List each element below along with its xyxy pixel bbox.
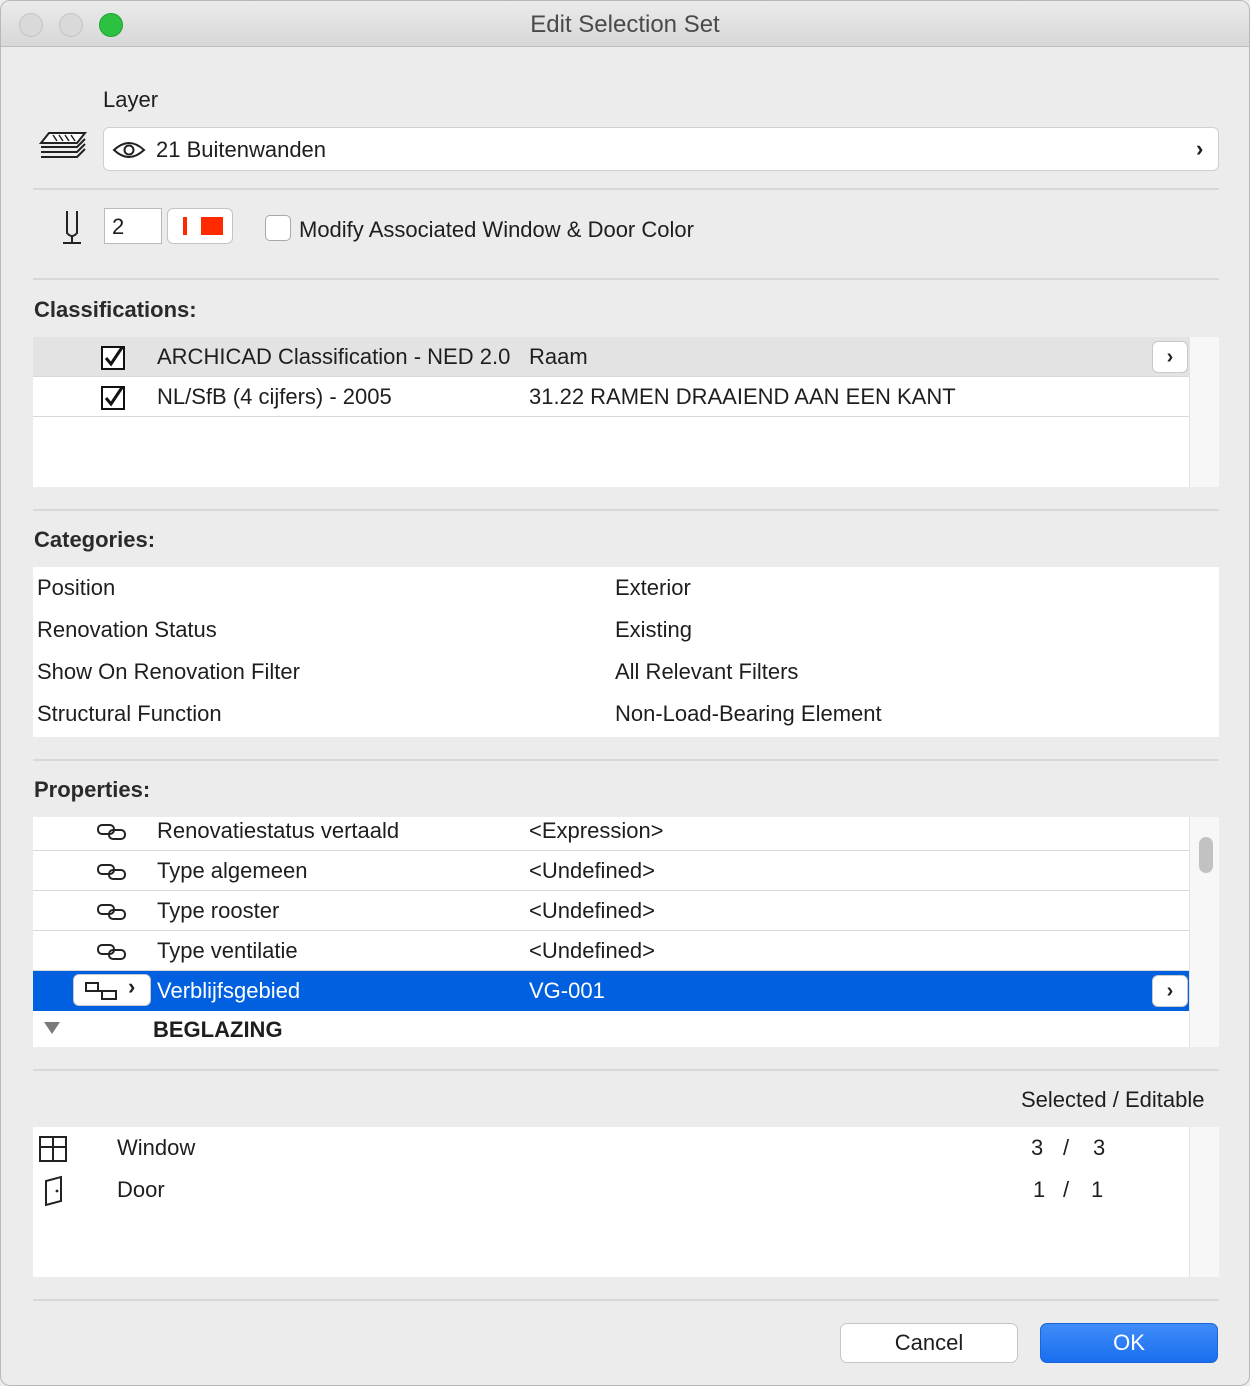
link-icon bbox=[97, 943, 127, 961]
property-row-selected[interactable] bbox=[33, 971, 1189, 1011]
pen-color-swatch bbox=[201, 217, 223, 235]
count-separator: / bbox=[1063, 1177, 1070, 1202]
property-group-name: BEGLAZING bbox=[153, 1017, 283, 1042]
property-name: Type ventilatie bbox=[157, 938, 298, 963]
checked-checkbox-icon[interactable] bbox=[101, 386, 125, 410]
properties-title: Properties: bbox=[34, 777, 151, 802]
classifications-scrollbar[interactable] bbox=[1189, 337, 1219, 487]
chevron-right-icon: › bbox=[1196, 136, 1204, 161]
category-value[interactable]: All Relevant Filters bbox=[615, 659, 799, 684]
categories-title: Categories: bbox=[34, 527, 156, 552]
property-value[interactable]: <Undefined> bbox=[529, 858, 655, 883]
pen-number-field[interactable] bbox=[104, 208, 162, 244]
link-icon bbox=[97, 863, 127, 881]
property-value[interactable]: <Undefined> bbox=[529, 938, 655, 963]
property-name: Verblijfsgebied bbox=[157, 978, 301, 1003]
selection-list bbox=[33, 1127, 1219, 1277]
selected-editable-header: Selected / Editable bbox=[1021, 1087, 1205, 1112]
layer-selector[interactable] bbox=[103, 127, 1219, 171]
property-row[interactable] bbox=[33, 931, 1189, 971]
classification-row[interactable] bbox=[33, 337, 1189, 377]
element-type: Door bbox=[117, 1177, 165, 1202]
divider bbox=[33, 1069, 1219, 1071]
ok-button[interactable]: OK bbox=[1040, 1323, 1218, 1363]
modify-color-checkbox[interactable] bbox=[265, 215, 291, 241]
classification-row[interactable] bbox=[33, 377, 1189, 417]
selection-scrollbar[interactable] bbox=[1189, 1127, 1219, 1277]
property-group-row[interactable] bbox=[33, 1011, 1189, 1047]
category-value[interactable]: Non-Load-Bearing Element bbox=[615, 701, 882, 726]
category-name: Renovation Status bbox=[37, 617, 217, 642]
category-name: Structural Function bbox=[37, 701, 222, 726]
window-icon bbox=[38, 1135, 68, 1163]
classification-system: NL/SfB (4 cijfers) - 2005 bbox=[157, 384, 392, 409]
classifications-title: Classifications: bbox=[34, 297, 197, 322]
properties-scrollbar[interactable] bbox=[1189, 817, 1219, 1047]
pen-weight-swatch bbox=[183, 217, 187, 235]
layer-stack-icon bbox=[35, 129, 89, 161]
divider bbox=[33, 188, 1219, 190]
classification-value: Raam bbox=[529, 344, 588, 369]
property-row[interactable] bbox=[33, 891, 1189, 931]
selected-count: 3 bbox=[1031, 1135, 1044, 1160]
property-chevron-button[interactable]: › bbox=[1152, 975, 1188, 1007]
disclosure-triangle-icon[interactable] bbox=[43, 1021, 61, 1035]
category-value[interactable]: Existing bbox=[615, 617, 693, 642]
eye-icon bbox=[112, 140, 146, 160]
category-name: Show On Renovation Filter bbox=[37, 659, 300, 684]
property-row[interactable] bbox=[33, 817, 1189, 851]
property-value[interactable]: <Undefined> bbox=[529, 898, 655, 923]
classification-value: 31.22 RAMEN DRAAIEND AAN EEN KANT bbox=[529, 384, 956, 409]
classification-system: ARCHICAD Classification - NED 2.0 bbox=[157, 344, 511, 369]
cancel-button[interactable]: Cancel bbox=[840, 1323, 1018, 1363]
pen-number-value: 2 bbox=[112, 214, 125, 239]
link-options-button[interactable] bbox=[73, 974, 151, 1006]
property-name: Type rooster bbox=[157, 898, 280, 923]
door-icon bbox=[43, 1175, 65, 1207]
classifications-list bbox=[33, 337, 1219, 487]
property-name: Renovatiestatus vertaald bbox=[157, 818, 400, 843]
properties-list bbox=[33, 817, 1219, 1047]
title-bar bbox=[1, 1, 1249, 47]
unlinked-icon bbox=[84, 981, 118, 1001]
classification-chevron-button[interactable]: › bbox=[1152, 341, 1188, 373]
property-value[interactable]: <Expression> bbox=[529, 818, 664, 843]
layer-label: Layer bbox=[103, 87, 159, 112]
editable-count: 1 bbox=[1091, 1177, 1104, 1202]
element-type: Window bbox=[117, 1135, 196, 1160]
selected-count: 1 bbox=[1033, 1177, 1046, 1202]
category-name: Position bbox=[37, 575, 116, 600]
chevron-right-icon: › bbox=[128, 974, 136, 999]
category-value[interactable]: Exterior bbox=[615, 575, 691, 600]
property-value[interactable]: VG-001 bbox=[529, 978, 605, 1003]
editable-count: 3 bbox=[1093, 1135, 1106, 1160]
scrollbar-thumb[interactable] bbox=[1199, 837, 1213, 873]
window-title: Edit Selection Set bbox=[530, 11, 720, 38]
categories-list bbox=[33, 567, 1219, 737]
link-icon bbox=[97, 903, 127, 921]
modify-color-label: Modify Associated Window & Door Color bbox=[299, 217, 694, 242]
divider bbox=[33, 278, 1219, 280]
divider bbox=[33, 509, 1219, 511]
divider bbox=[33, 759, 1219, 761]
pen-color-button[interactable] bbox=[167, 208, 233, 244]
count-separator: / bbox=[1063, 1135, 1070, 1160]
layer-value: 21 Buitenwanden bbox=[156, 137, 327, 162]
link-icon bbox=[97, 823, 127, 841]
checked-checkbox-icon[interactable] bbox=[101, 346, 125, 370]
pen-icon bbox=[59, 209, 85, 245]
property-row[interactable] bbox=[33, 851, 1189, 891]
property-name: Type algemeen bbox=[157, 858, 308, 883]
divider bbox=[33, 1299, 1219, 1301]
